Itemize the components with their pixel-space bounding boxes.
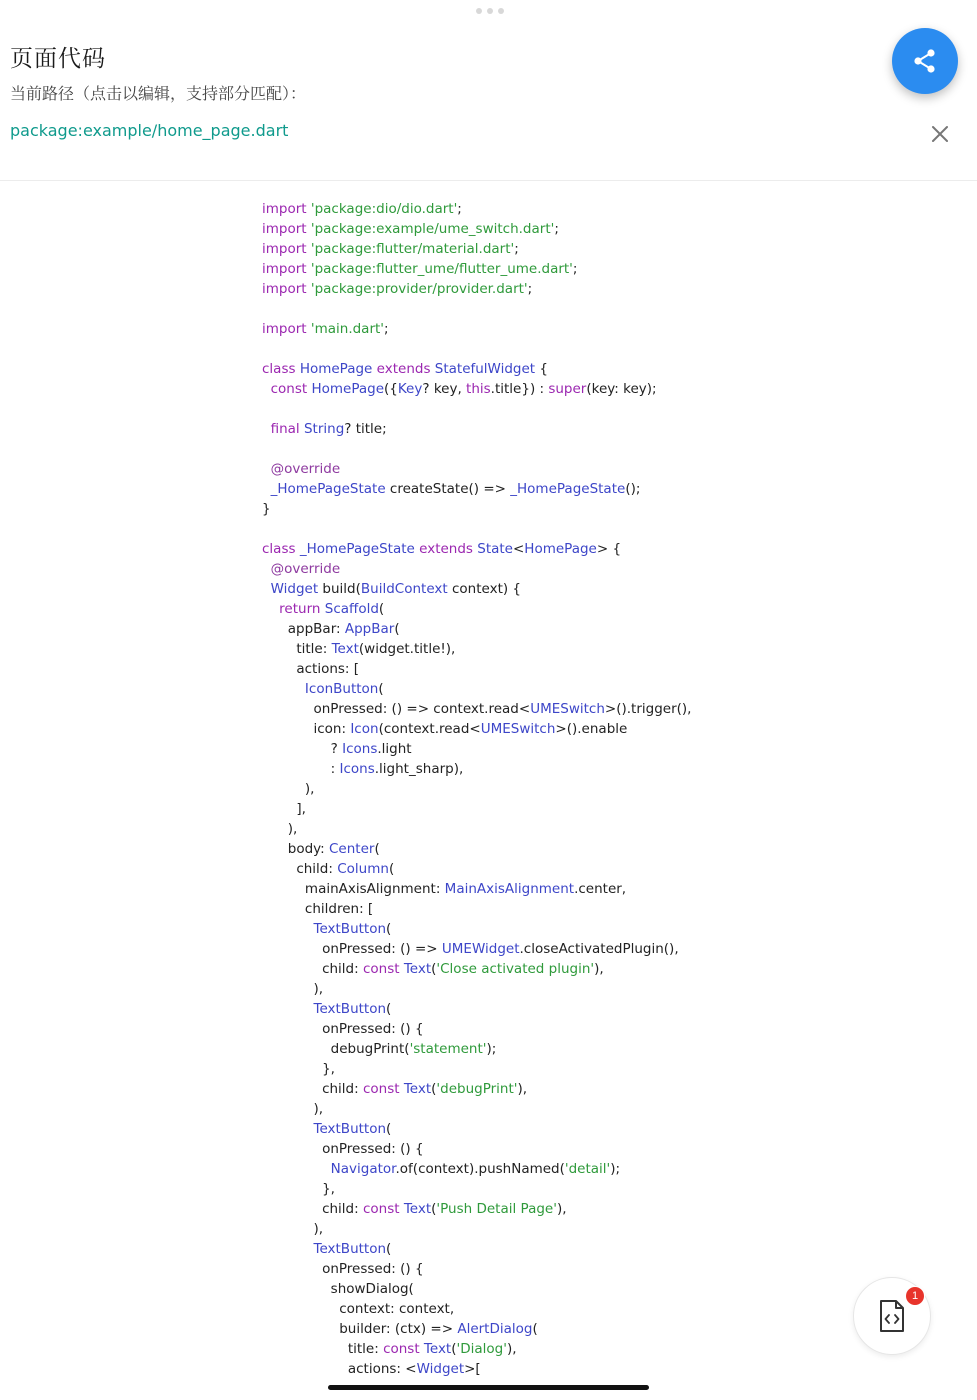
code-line: Widget build(BuildContext context) { <box>270 581 522 597</box>
code-line: context: context, <box>262 1301 455 1317</box>
code-line: _HomePageState createState() => _HomePageState(); <box>270 481 641 497</box>
code-line: TextButton( <box>313 1001 392 1017</box>
path-input[interactable]: package:example/home_page.dart <box>10 121 289 140</box>
code-line: import 'package:example/ume_switch.dart'; <box>262 221 559 237</box>
code-line: IconButton( <box>304 681 384 697</box>
code-line: import 'package:dio/dio.dart'; <box>262 201 462 217</box>
code-line: child: const Text('Push Detail Page'), <box>262 1201 567 1217</box>
code-line: onPressed: () { <box>262 1021 424 1037</box>
code-line: actions: [ <box>262 661 360 677</box>
code-line <box>262 339 691 359</box>
code-line: }, <box>262 1061 335 1077</box>
code-line: builder: (ctx) => AlertDialog( <box>262 1321 538 1337</box>
code-line: ? Icons.light <box>262 741 412 757</box>
code-line: mainAxisAlignment: MainAxisAlignment.center, <box>262 881 627 897</box>
code-line: TextButton( <box>313 1241 392 1257</box>
source-code <box>262 199 691 1379</box>
code-line: ), <box>262 781 315 797</box>
code-line <box>262 519 691 539</box>
header <box>0 0 977 181</box>
code-line: title: const Text('Dialog'), <box>262 1341 517 1357</box>
code-line: onPressed: () { <box>262 1141 424 1157</box>
page-title: 页面代码 <box>10 46 106 72</box>
code-line: ), <box>262 981 324 997</box>
code-line: }, <box>262 1181 335 1197</box>
code-line: children: [ <box>262 901 374 917</box>
code-line <box>262 299 691 319</box>
code-line: showDialog( <box>262 1281 414 1297</box>
code-line: ], <box>262 801 306 817</box>
code-line: import 'package:flutter/material.dart'; <box>262 241 519 257</box>
code-line: child: Column( <box>262 861 395 877</box>
share-icon <box>912 48 938 74</box>
code-line: : Icons.light_sharp), <box>262 761 464 777</box>
clear-path-button[interactable] <box>924 118 956 150</box>
code-line: return Scaffold( <box>279 601 385 617</box>
code-line: class _HomePageState extends State<HomePage> { <box>262 541 622 557</box>
code-line: const HomePage({Key? key, this.title}) : super(key: key); <box>270 381 657 397</box>
code-line <box>262 439 691 459</box>
code-line: child: const Text('Close activated plugin'), <box>262 961 604 977</box>
share-button[interactable] <box>892 28 958 94</box>
code-line: onPressed: () => UMEWidget.closeActivatedPlugin(), <box>262 941 679 957</box>
code-line: title: Text(widget.title!), <box>262 641 456 657</box>
code-file-icon <box>878 1299 906 1333</box>
notification-badge: 1 <box>905 1286 925 1306</box>
code-view[interactable] <box>0 181 977 1377</box>
code-line: class HomePage extends StatefulWidget { <box>262 361 548 377</box>
code-line: onPressed: () => context.read<UMESwitch>().trigger(), <box>262 701 692 717</box>
code-line <box>262 399 691 419</box>
code-line: debugPrint('statement'); <box>262 1041 497 1057</box>
code-line: onPressed: () { <box>262 1261 424 1277</box>
code-line: import 'main.dart'; <box>262 321 389 337</box>
path-label: 当前路径（点击以编辑，支持部分匹配）： <box>10 84 307 103</box>
code-line: child: const Text('debugPrint'), <box>262 1081 528 1097</box>
code-line: TextButton( <box>313 921 392 937</box>
code-line: actions: <Widget>[ <box>262 1361 481 1377</box>
code-line: import 'package:provider/provider.dart'; <box>262 281 533 297</box>
code-line: TextButton( <box>313 1121 392 1137</box>
code-line: ), <box>262 1221 324 1237</box>
code-line: icon: Icon(context.read<UMESwitch>().enable <box>262 721 628 737</box>
code-line: appBar: AppBar( <box>262 621 400 637</box>
code-line: Navigator.of(context).pushNamed('detail'); <box>330 1161 621 1177</box>
code-line: body: Center( <box>262 841 380 857</box>
close-icon <box>931 125 949 143</box>
home-indicator <box>328 1385 649 1390</box>
code-line: ), <box>262 1101 324 1117</box>
code-line: ), <box>262 821 298 837</box>
code-line: import 'package:flutter_ume/flutter_ume.dart'; <box>262 261 578 277</box>
code-line: @override <box>270 561 341 577</box>
code-line: final String? title; <box>270 421 387 437</box>
code-line: } <box>262 501 271 517</box>
code-line: @override <box>270 461 341 477</box>
